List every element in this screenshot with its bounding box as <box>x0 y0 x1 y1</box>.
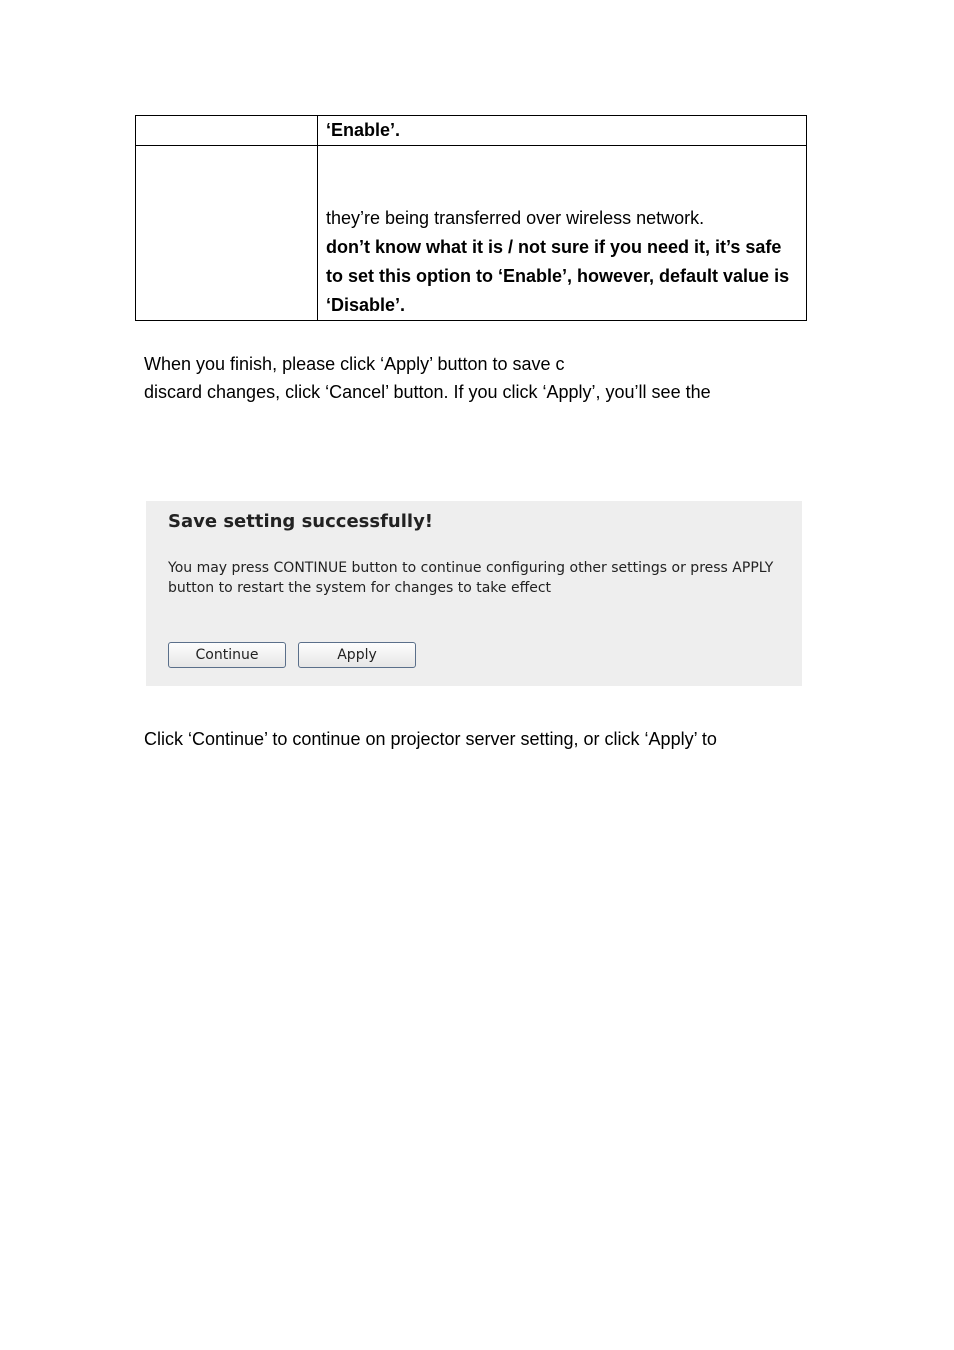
description-line: they’re being transferred over wireless network. <box>326 208 705 228</box>
instruction-paragraph <box>144 350 824 406</box>
save-success-dialog <box>146 501 802 686</box>
description-note: don’t know what it is / not sure if you need it, it’s safe to set this option to ‘Enable’, however, default value is ‘Disable’. <box>326 237 790 315</box>
dialog-title: Save setting successfully! <box>168 511 434 532</box>
parameter-table <box>135 115 807 321</box>
paragraph-line: When you finish, please click ‘Apply’ button to save c <box>144 354 565 374</box>
followup-paragraph: Click ‘Continue’ to continue on projector server setting, or click ‘Apply’ to <box>144 729 717 749</box>
continue-button[interactable]: Continue <box>168 642 286 668</box>
table-row <box>136 116 807 146</box>
paragraph-line: discard changes, click ‘Cancel’ button. If you click ‘Apply’, you’ll see the <box>144 382 711 402</box>
apply-button[interactable]: Apply <box>298 642 416 668</box>
table-cell-description: ‘Enable’. <box>318 116 807 146</box>
table-cell-description <box>318 146 807 321</box>
table-row <box>136 146 807 321</box>
table-cell-label <box>136 146 318 321</box>
dialog-message: You may press CONTINUE button to continue configuring other settings or press APPLY button to restart the system for changes to take effect <box>168 560 774 596</box>
table-cell-label <box>136 116 318 146</box>
